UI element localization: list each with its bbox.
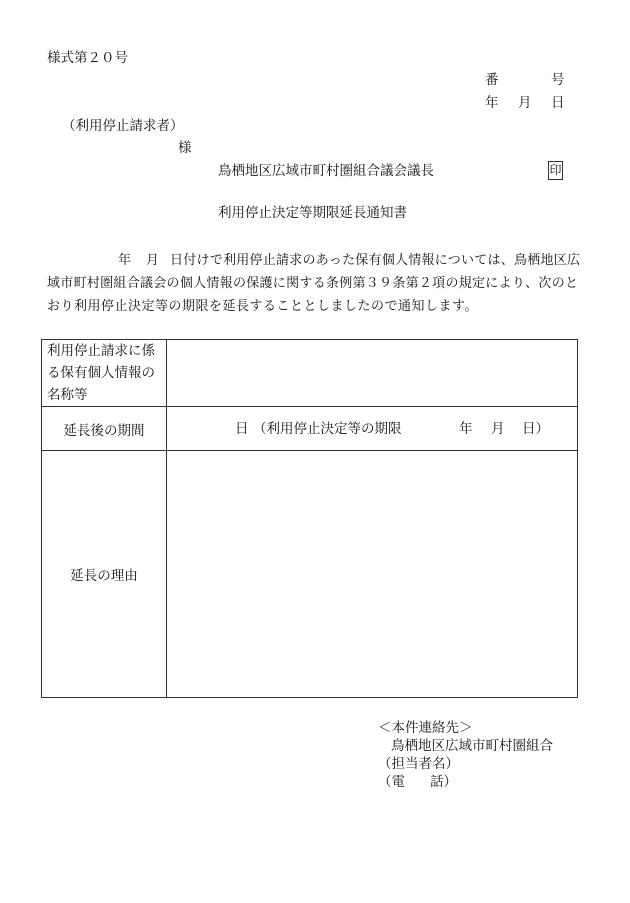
info-name-label: 利用停止請求に係る保有個人情報の名称等 bbox=[47, 343, 155, 403]
contact-phone-close: 話） bbox=[430, 774, 457, 790]
body-line-1: 日付けで利用停止請求のあった保有個人情報については、鳥栖地区広 bbox=[170, 253, 580, 268]
extension-reason-label: 延長の理由 bbox=[70, 568, 138, 584]
contact-phone-open: （電 bbox=[378, 774, 405, 790]
number-label-ban: 番 bbox=[485, 72, 499, 88]
date-year-label: 年 bbox=[485, 95, 499, 111]
body-line-2: 域市町村圏組合議会の個人情報の保護に関する条例第３９条第２項の規定により、次のと bbox=[47, 276, 578, 291]
document-title: 利用停止決定等期限延長通知書 bbox=[218, 205, 407, 221]
requester-label: （利用停止請求者） bbox=[62, 118, 184, 134]
extension-table bbox=[41, 339, 578, 698]
deadline-month: 月 bbox=[491, 421, 505, 437]
extension-reason-value-cell bbox=[167, 451, 577, 697]
deadline-year: 年 bbox=[459, 421, 473, 437]
date-day-label: 日 bbox=[551, 95, 565, 111]
sender-name: 鳥栖地区広域市町村圏組合議会議長 bbox=[218, 163, 434, 179]
contact-organization: 鳥栖地区広域市町村圏組合 bbox=[391, 738, 553, 754]
info-name-value-cell bbox=[167, 340, 577, 406]
contact-heading: ＜本件連絡先＞ bbox=[378, 720, 473, 736]
form-number: 様式第２０号 bbox=[47, 50, 128, 66]
deadline-label: （利用停止決定等の期限 bbox=[253, 421, 402, 437]
deadline-day: 日） bbox=[522, 421, 549, 437]
extended-period-label: 延長後の期間 bbox=[63, 422, 145, 439]
body-year-label: 年 bbox=[118, 253, 132, 268]
honorific-sama: 様 bbox=[178, 140, 192, 156]
body-month-label: 月 bbox=[146, 253, 160, 268]
date-month-label: 月 bbox=[518, 95, 532, 111]
extended-period-day: 日 bbox=[235, 421, 249, 437]
seal-stamp-box: 印 bbox=[548, 161, 563, 180]
number-label-gou: 号 bbox=[551, 72, 565, 88]
body-line-3: おり利用停止決定等の期限を延長することとしましたので通知します。 bbox=[47, 299, 478, 314]
contact-person: （担当者名） bbox=[378, 756, 459, 772]
